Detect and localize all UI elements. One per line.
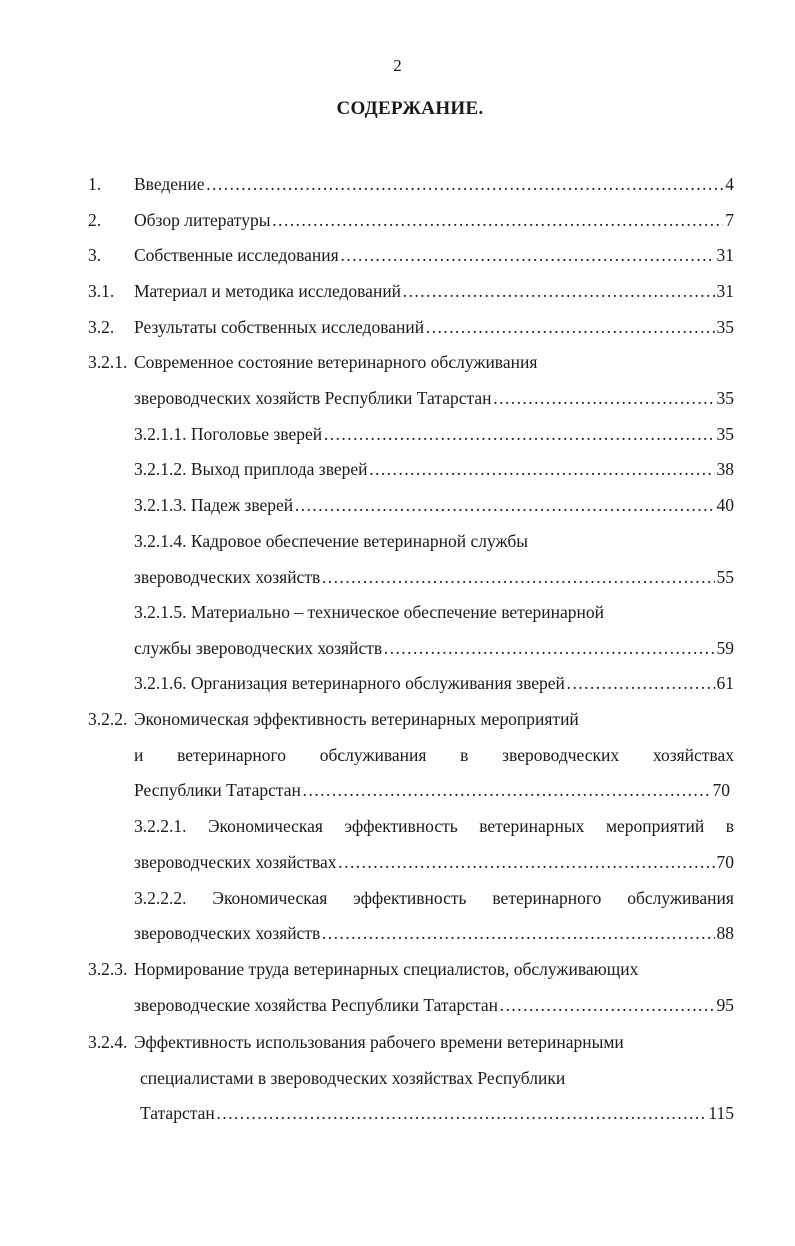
entry-title: Обзор литературы [134, 210, 271, 230]
toc-entry [134, 386, 734, 410]
entry-page: 35 [716, 388, 734, 408]
entry-title-cont: звероводческих хозяйств [134, 923, 321, 943]
entry-title: Собственные исследования [134, 245, 339, 265]
entry-page: 31 [716, 245, 734, 265]
entry-title: 3.2.1.3. Падеж зверей [134, 495, 294, 515]
entry-title: Введение [134, 174, 205, 194]
entry-page: 88 [716, 923, 734, 943]
entry-page: 59 [716, 638, 734, 658]
entry-page: 4 [725, 174, 734, 194]
toc-entry [134, 493, 734, 517]
toc-entry [134, 315, 734, 339]
entry-page: 55 [716, 567, 734, 587]
entry-title-cont: и ветеринарного обслуживания в звероводческих хозяйствах [134, 745, 734, 765]
entry-title: Эффективность использования рабочего времени ветеринарными [134, 1032, 624, 1052]
entry-page: 35 [716, 317, 734, 337]
entry-page: 115 [708, 1103, 734, 1123]
toc-entry [134, 921, 734, 945]
entry-page: 31 [716, 281, 734, 301]
toc-entry [134, 636, 734, 660]
page-number: 2 [393, 56, 402, 75]
entry-title-cont: службы звероводческих хозяйств [134, 638, 383, 658]
entry-title: Экономическая эффективность ветеринарных мероприятий [134, 709, 579, 729]
toc-entry [134, 993, 734, 1017]
toc-entry [134, 565, 734, 589]
toc-entry [134, 671, 734, 695]
entry-title: 3.2.1.2. Выход приплода зверей [134, 459, 368, 479]
toc-entry [134, 208, 734, 232]
entry-title-cont: специалистами в звероводческих хозяйствах Республики [140, 1068, 566, 1088]
entry-number: 3.2.2. [88, 709, 128, 729]
entry-title: Современное состояние ветеринарного обслуживания [134, 352, 538, 372]
toc-entry [134, 243, 734, 267]
entry-title: 3.2.2.1. Экономическая эффективность ветеринарных мероприятий в [134, 816, 734, 836]
toc-entry [134, 850, 734, 874]
entry-number: 1. [88, 174, 102, 194]
toc-entry [134, 778, 730, 802]
entry-page: 95 [716, 995, 734, 1015]
entry-number: 3.2. [88, 317, 115, 337]
entry-title-cont: Татарстан [140, 1103, 215, 1123]
entry-page: 61 [716, 673, 734, 693]
entry-number: 3.2.1. [88, 352, 128, 372]
entry-page: 70 [712, 780, 730, 800]
entry-page: 70 [716, 852, 734, 872]
toc-entry [134, 457, 734, 481]
toc-entry [134, 422, 734, 446]
entry-title: 3.2.1.6. Организация ветеринарного обслуживания зверей [134, 673, 565, 693]
entry-title: Результаты собственных исследований [134, 317, 425, 337]
entry-number: 2. [88, 210, 102, 230]
entry-number: 3.1. [88, 281, 115, 301]
entry-number: 3.2.4. [88, 1032, 128, 1052]
entry-page: 7 [725, 210, 734, 230]
entry-title-cont: звероводческие хозяйства Республики Татарстан [134, 995, 499, 1015]
entry-title-cont: звероводческих хозяйств Республики Татарстан [134, 388, 492, 408]
entry-number: 3.2.3. [88, 959, 128, 979]
entry-page: 35 [716, 424, 734, 444]
page-title: СОДЕРЖАНИЕ. [336, 98, 484, 119]
entry-page: 40 [716, 495, 734, 515]
toc-entry [134, 172, 734, 196]
entry-title: 3.2.1.4. Кадровое обеспечение ветеринарной службы [134, 531, 529, 551]
entry-title-cont: Республики Татарстан [134, 780, 301, 800]
entry-title: 3.2.1.1. Поголовье зверей [134, 424, 323, 444]
toc-entry [140, 1101, 734, 1125]
entry-title: 3.2.2.2. Экономическая эффективность ветеринарного обслуживания [134, 888, 734, 908]
entry-page: 38 [716, 459, 734, 479]
toc-entry [134, 279, 734, 303]
entry-title: Материал и методика исследований [134, 281, 402, 301]
entry-title: 3.2.1.5. Материально – техническое обеспечение ветеринарной [134, 602, 605, 622]
entry-number: 3. [88, 245, 102, 265]
entry-title-cont: звероводческих хозяйств [134, 567, 321, 587]
entry-title-cont: звероводческих хозяйствах [134, 852, 337, 872]
entry-title: Нормирование труда ветеринарных специалистов, обслуживающих [134, 959, 639, 979]
